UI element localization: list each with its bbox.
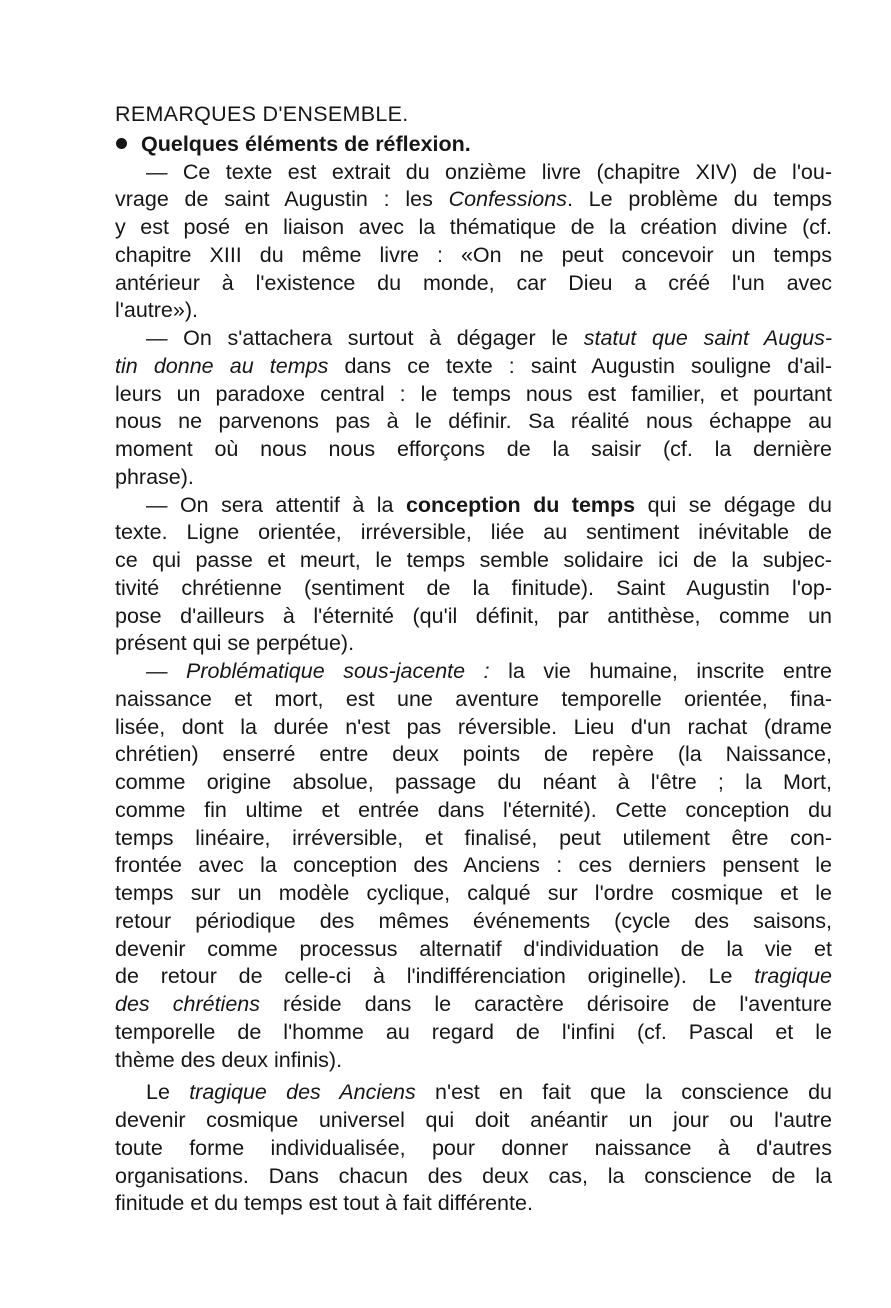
text-line	[115, 936, 832, 964]
section-heading: REMARQUES D'ENSEMBLE.	[115, 102, 409, 126]
text-line	[115, 686, 832, 714]
text-segment: texte. Ligne orientée, irréversible, liée au sentiment inévitable de	[115, 520, 832, 545]
italic-text: — Problématique sous-jacente :	[146, 659, 490, 683]
text-line	[115, 408, 832, 436]
text-line	[115, 1047, 832, 1075]
text-line	[115, 741, 832, 769]
text-line	[115, 769, 832, 797]
text-line	[115, 325, 832, 353]
subheading-line	[115, 131, 832, 159]
subheading: Quelques éléments de réflexion.	[141, 131, 471, 156]
italic-text: des chrétiens	[115, 992, 260, 1016]
text-line	[115, 464, 832, 492]
text-segment: antérieur à l'existence du monde, car Dieu a créé l'un avec	[115, 270, 832, 295]
text-segment: . Le problème du temps	[566, 187, 832, 212]
body-text	[115, 159, 832, 1219]
italic-text: statut que saint Augus-	[583, 326, 832, 350]
text-line	[115, 436, 832, 464]
text-segment: — On s'attachera surtout à dégager le	[146, 326, 584, 350]
text-segment: n'est en fait que la conscience du	[415, 1080, 833, 1105]
text-segment: moment où nous nous efforçons de la saisir (cf. la dernière	[115, 437, 832, 461]
text-segment: temps linéaire, irréversible, et finalisé, peut utilement être con-	[115, 825, 832, 850]
bullet-icon	[116, 138, 127, 149]
text-line	[115, 1135, 832, 1163]
paragraph	[115, 1079, 832, 1218]
text-line	[115, 630, 832, 658]
text-segment: thème des deux infinis).	[115, 1047, 343, 1072]
text-line	[115, 575, 832, 603]
text-line	[115, 186, 832, 214]
text-line	[115, 1079, 832, 1107]
text-line	[115, 214, 832, 242]
text-line	[115, 603, 832, 631]
text-segment: dans ce texte : saint Augustin souligne d'ail-	[328, 353, 832, 378]
text-segment: ce qui passe et meurt, le temps semble solidaire ici de la subjec-	[115, 548, 832, 572]
text-line	[115, 797, 832, 825]
text-segment: Le	[146, 1080, 190, 1105]
text-line	[115, 1190, 832, 1218]
text-line	[115, 1019, 832, 1047]
italic-text: tin donne au temps	[115, 353, 329, 378]
text-line	[115, 825, 832, 853]
text-segment: chrétien) enserré entre deux points de repère (la Naissance,	[115, 742, 832, 767]
text-segment: — On sera attentif à la	[146, 492, 406, 517]
text-line	[115, 492, 832, 520]
text-segment: retour périodique des mêmes événements (cycle des saisons,	[115, 908, 832, 933]
text-segment: organisations. Dans chacun des deux cas, la conscience de la	[115, 1163, 832, 1188]
text-segment: devenir comme processus alternatif d'individuation de la vie et	[115, 936, 832, 961]
text-segment: vrage de saint Augustin : les	[115, 187, 449, 212]
text-segment: pose d'ailleurs à l'éternité (qu'il définit, par antithèse, comme un	[115, 603, 832, 628]
paragraph	[115, 492, 832, 659]
text-segment: chapitre XIII du même livre : «On ne peut concevoir un temps	[115, 242, 832, 267]
paragraph	[115, 325, 832, 492]
text-line	[115, 242, 832, 270]
text-segment: devenir cosmique universel qui doit anéantir un jour ou l'autre	[115, 1108, 832, 1132]
text-line	[115, 658, 832, 686]
text-line	[115, 353, 832, 381]
text-line	[115, 270, 832, 298]
text-segment: comme fin ultime et entrée dans l'éternité). Cette conception du	[115, 797, 832, 822]
text-line	[115, 519, 832, 547]
text-segment: réside dans le caractère dérisoire de l'aventure	[259, 992, 832, 1016]
paragraph	[115, 658, 832, 1074]
text-line	[115, 880, 832, 908]
text-segment: leurs un paradoxe central : le temps nous est familier, et pourtant	[115, 381, 832, 406]
text-segment: comme origine absolue, passage du néant à l'être ; la Mort,	[115, 770, 832, 794]
italic-text: Confessions	[448, 187, 567, 212]
text-segment: naissance et mort, est une aventure temporelle orientée, fina-	[115, 686, 832, 711]
paragraph	[115, 159, 832, 326]
text-segment: temporelle de l'homme au regard de l'infini (cf. Pascal et le	[115, 1019, 832, 1044]
text-column	[115, 101, 832, 1218]
text-segment: frontée avec la conception des Anciens : ces derniers pensent le	[115, 853, 832, 878]
text-segment: tivité chrétienne (sentiment de la finitude). Saint Augustin l'op-	[115, 575, 832, 600]
text-segment: qui se dégage du	[635, 492, 832, 517]
text-line	[115, 908, 832, 936]
bold-text: conception du temps	[405, 492, 636, 517]
text-line	[115, 963, 832, 991]
text-line	[115, 852, 832, 880]
text-segment: phrase).	[115, 464, 194, 489]
text-segment: l'autre»).	[115, 298, 198, 323]
text-segment: y est posé en liaison avec la thématique de la création divine (cf.	[115, 215, 832, 239]
text-segment: lisée, dont la durée n'est pas réversible. Lieu d'un rachat (drame	[115, 714, 832, 739]
text-line	[115, 547, 832, 575]
text-segment: temps sur un modèle cyclique, calqué sur l'ordre cosmique et le	[115, 881, 832, 905]
text-segment: nous ne parvenons pas à le définir. Sa réalité nous échappe au	[115, 409, 832, 434]
italic-text: tragique	[754, 964, 832, 989]
text-line	[115, 991, 832, 1019]
text-segment: présent qui se perpétue).	[115, 631, 355, 656]
text-line	[115, 714, 832, 742]
text-segment: toute forme individualisée, pour donner naissance à d'autres	[115, 1135, 832, 1160]
text-segment: la vie humaine, inscrite entre	[489, 659, 832, 683]
text-segment: — Ce texte est extrait du onzième livre (chapitre XIV) de l'ou-	[146, 159, 832, 184]
text-segment: de retour de celle-ci à l'indifférenciation originelle). Le	[115, 964, 755, 989]
text-line	[115, 1107, 832, 1135]
italic-text: tragique des Anciens	[189, 1080, 416, 1105]
text-line	[115, 159, 832, 187]
text-line	[115, 381, 832, 409]
text-line	[115, 297, 832, 325]
text-segment: finitude et du temps est tout à fait différente.	[115, 1191, 533, 1216]
text-line	[115, 1163, 832, 1191]
